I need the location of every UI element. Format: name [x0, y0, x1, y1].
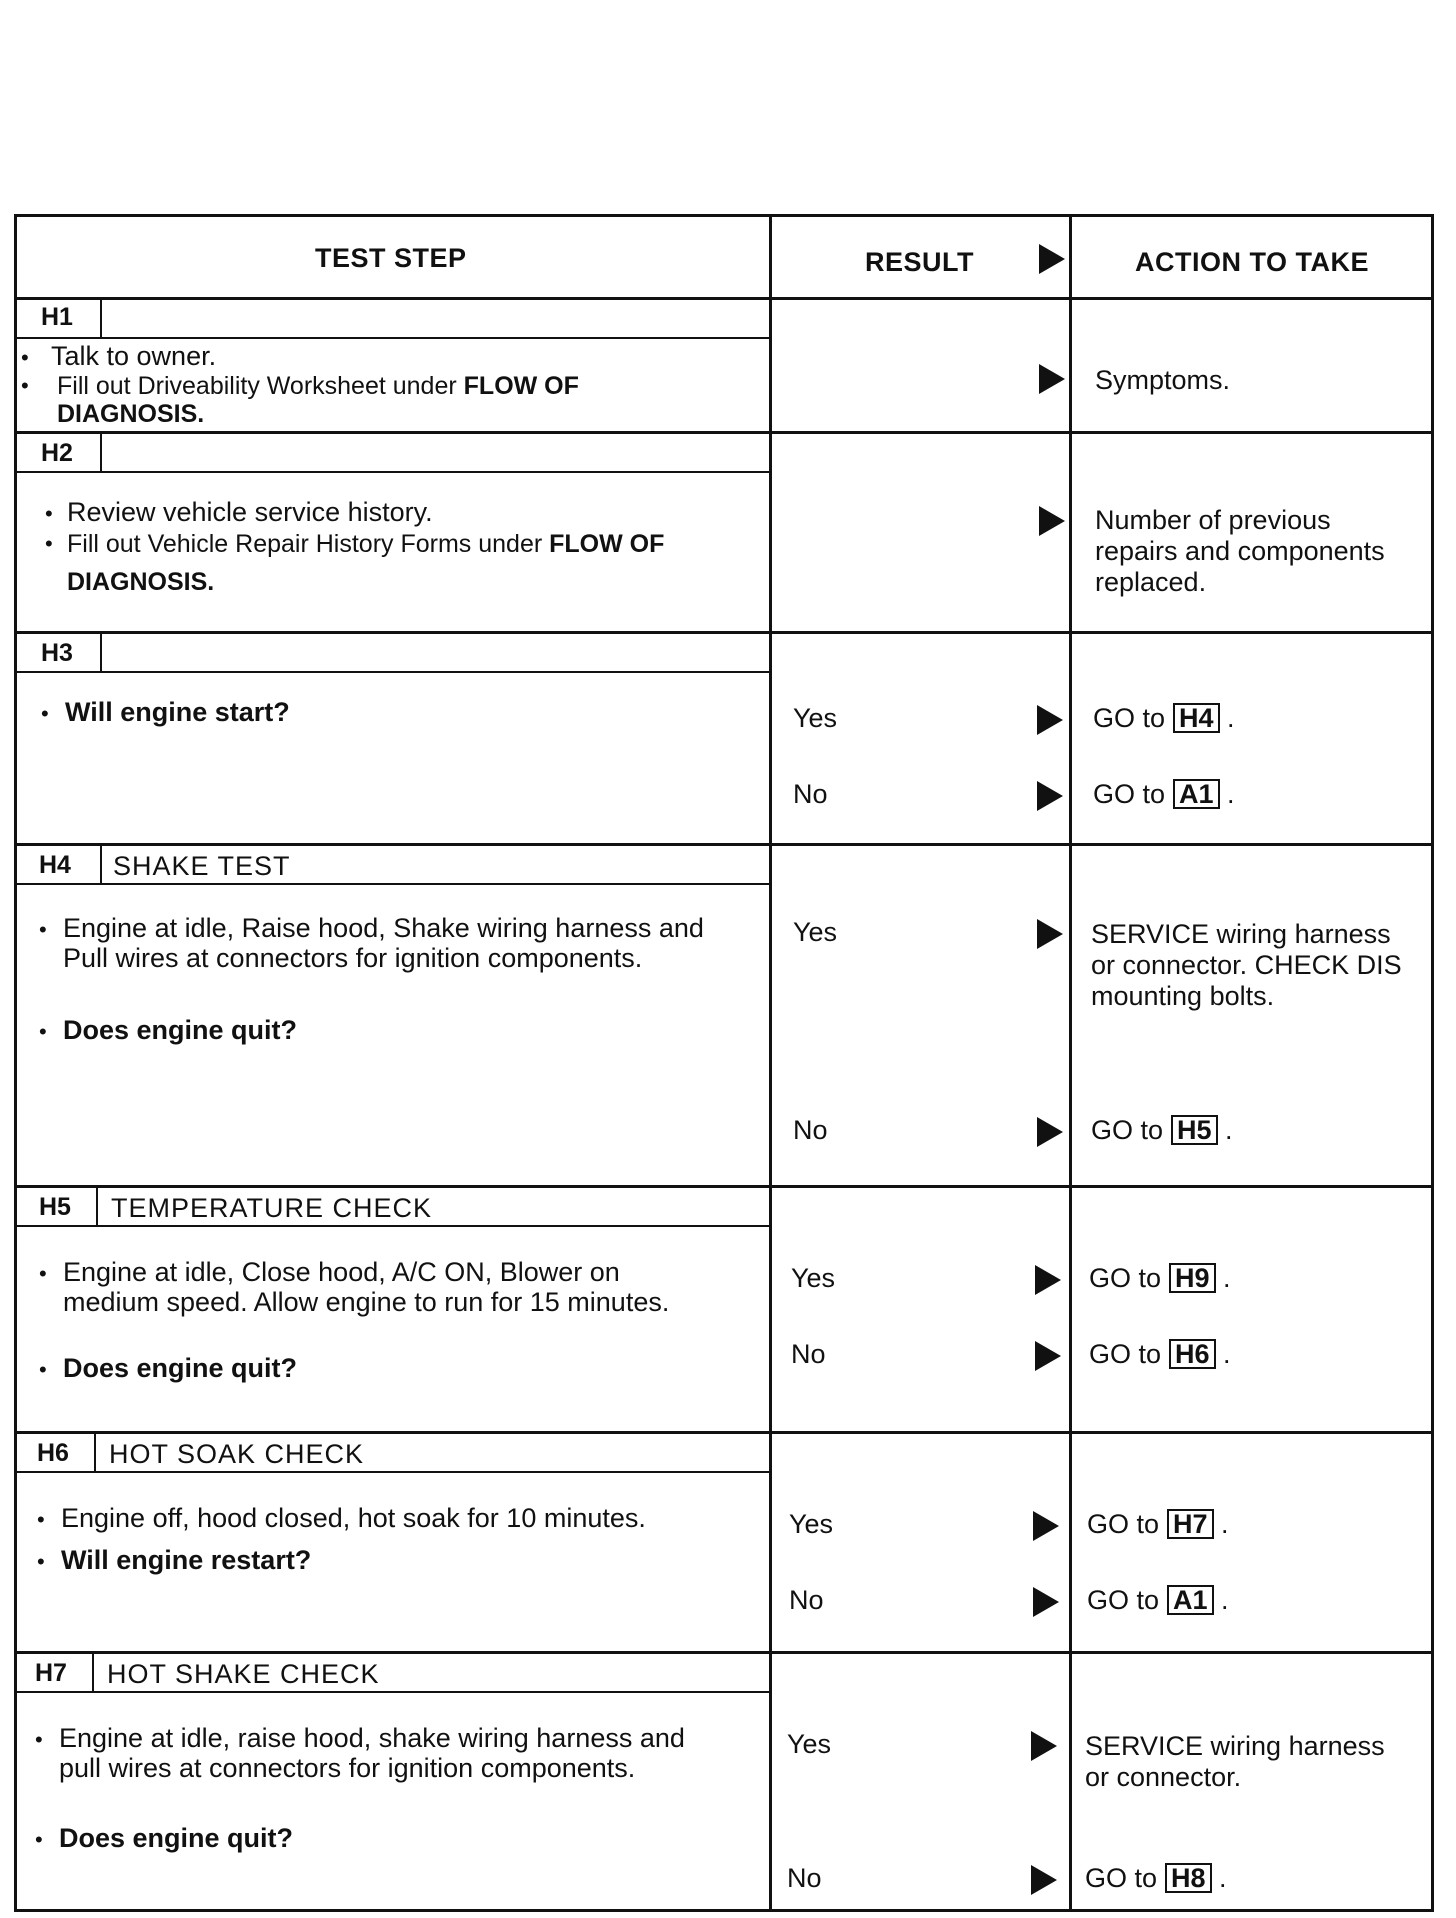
bullet-icon: • — [35, 1727, 43, 1752]
step-code: H2 — [41, 439, 73, 467]
step-code: H1 — [41, 303, 73, 331]
code-divider — [92, 1651, 94, 1693]
step-divider — [17, 843, 1431, 846]
step-bullet: Does engine quit? — [59, 1823, 294, 1853]
result-arrow-icon — [1031, 1731, 1057, 1761]
bullet-icon: • — [21, 373, 29, 398]
result-label: No — [793, 1115, 828, 1145]
result-arrow-icon — [1037, 919, 1063, 949]
header-result: RESULT — [865, 247, 974, 277]
step-bullet: Will engine restart? — [61, 1545, 312, 1575]
step-divider — [17, 431, 1431, 434]
step-divider — [17, 631, 1431, 634]
step-reference[interactable]: H7 — [1167, 1509, 1214, 1539]
result-label: No — [789, 1585, 824, 1615]
bullet-icon: • — [41, 701, 49, 726]
step-bullet: Engine at idle, raise hood, shake wiring harness and pull wires at connectors for ignition components. — [59, 1723, 685, 1783]
action-text: Number of previous repairs and components replaced. — [1095, 505, 1385, 597]
step-title: SHAKE TEST — [113, 851, 291, 881]
action-text: Symptoms. — [1095, 365, 1231, 395]
action-text: SERVICE wiring harness or connector. — [1085, 1731, 1385, 1792]
result-label: No — [791, 1339, 826, 1369]
step-code: H3 — [41, 639, 73, 667]
bullet-icon: • — [37, 1549, 45, 1574]
step-divider — [17, 1431, 1431, 1434]
goto-instruction: GO to H5 . — [1091, 1115, 1233, 1145]
bullet-icon: • — [45, 501, 53, 526]
goto-instruction: GO to H4 . — [1093, 703, 1235, 733]
bullet-icon: • — [45, 531, 53, 556]
result-arrow-icon — [1039, 506, 1065, 536]
result-arrow-icon — [1033, 1511, 1059, 1541]
result-label: No — [793, 779, 828, 809]
code-divider — [100, 631, 102, 673]
result-arrow-icon — [1037, 781, 1063, 811]
step-code: H5 — [39, 1193, 71, 1221]
step-code: H6 — [37, 1439, 69, 1467]
header-test-step: TEST STEP — [315, 243, 467, 273]
step-subline — [17, 883, 769, 885]
step-reference[interactable]: H4 — [1173, 703, 1220, 733]
result-arrow-icon — [1037, 705, 1063, 735]
header-arrow-icon — [1039, 244, 1065, 274]
step-bullet: DIAGNOSIS. — [67, 568, 215, 596]
step-bullet: Will engine start? — [65, 697, 290, 727]
action-text: SERVICE wiring harness or connector. CHECK DIS mounting bolts. — [1091, 919, 1402, 1011]
code-divider — [100, 297, 102, 339]
result-label: Yes — [789, 1509, 834, 1539]
goto-instruction: GO to H7 . — [1087, 1509, 1229, 1539]
step-bullet: Does engine quit? — [63, 1353, 298, 1383]
result-arrow-icon — [1035, 1341, 1061, 1371]
step-reference[interactable]: H5 — [1171, 1115, 1218, 1145]
step-divider — [17, 1185, 1431, 1188]
step-title: TEMPERATURE CHECK — [111, 1193, 433, 1223]
step-reference[interactable]: H6 — [1169, 1339, 1216, 1369]
goto-instruction: GO to H8 . — [1085, 1863, 1227, 1893]
goto-instruction: GO to H6 . — [1089, 1339, 1231, 1369]
step-bullet: Review vehicle service history. — [67, 497, 433, 527]
goto-instruction: GO to A1 . — [1087, 1585, 1229, 1615]
result-arrow-icon — [1039, 364, 1065, 394]
step-reference[interactable]: A1 — [1173, 779, 1220, 809]
diagnostic-table — [14, 214, 1434, 1912]
bullet-icon: • — [37, 1507, 45, 1532]
code-divider — [100, 843, 102, 885]
step-title: HOT SHAKE CHECK — [107, 1659, 380, 1689]
column-divider — [769, 217, 772, 1909]
result-arrow-icon — [1031, 1865, 1057, 1895]
step-subline — [17, 1691, 769, 1693]
bullet-icon: • — [39, 917, 47, 942]
step-subline — [17, 471, 769, 473]
step-subline — [17, 1471, 769, 1473]
step-bullet: Engine at idle, Close hood, A/C ON, Blower on medium speed. Allow engine to run for 15 minutes. — [63, 1257, 670, 1317]
bullet-icon: • — [39, 1019, 47, 1044]
step-bullet: Engine at idle, Raise hood, Shake wiring harness and Pull wires at connectors for ignition components. — [63, 913, 704, 973]
result-label: Yes — [793, 917, 838, 947]
bullet-icon: • — [21, 345, 29, 370]
step-reference[interactable]: A1 — [1167, 1585, 1214, 1615]
result-label: No — [787, 1863, 822, 1893]
code-divider — [100, 431, 102, 473]
result-arrow-icon — [1037, 1117, 1063, 1147]
result-arrow-icon — [1033, 1587, 1059, 1617]
step-title: HOT SOAK CHECK — [109, 1439, 365, 1469]
step-bullet: Fill out Vehicle Repair History Forms under FLOW OF — [67, 530, 665, 558]
bullet-icon: • — [39, 1261, 47, 1286]
step-code: H7 — [35, 1659, 67, 1687]
step-reference[interactable]: H9 — [1169, 1263, 1216, 1293]
code-divider — [96, 1185, 98, 1227]
step-code: H4 — [39, 851, 71, 879]
step-subline — [17, 337, 769, 339]
bullet-icon: • — [39, 1357, 47, 1382]
header-action: ACTION TO TAKE — [1135, 247, 1369, 277]
result-label: Yes — [793, 703, 838, 733]
bullet-icon: • — [35, 1827, 43, 1852]
column-divider — [1069, 217, 1072, 1909]
step-bullet: Does engine quit? — [63, 1015, 298, 1045]
step-subline — [17, 671, 769, 673]
goto-instruction: GO to A1 . — [1093, 779, 1235, 809]
step-divider — [17, 1651, 1431, 1654]
step-bullet: Talk to owner. — [51, 341, 217, 371]
goto-instruction: GO to H9 . — [1089, 1263, 1231, 1293]
step-subline — [17, 1225, 769, 1227]
result-label: Yes — [791, 1263, 836, 1293]
result-label: Yes — [787, 1729, 832, 1759]
header-divider — [17, 297, 1431, 300]
code-divider — [94, 1431, 96, 1473]
step-bullet: DIAGNOSIS. — [57, 400, 205, 428]
step-bullet: Fill out Driveability Worksheet under FLOW OF — [57, 372, 579, 400]
step-bullet: Engine off, hood closed, hot soak for 10 minutes. — [61, 1503, 646, 1533]
step-reference[interactable]: H8 — [1165, 1863, 1212, 1893]
result-arrow-icon — [1035, 1265, 1061, 1295]
